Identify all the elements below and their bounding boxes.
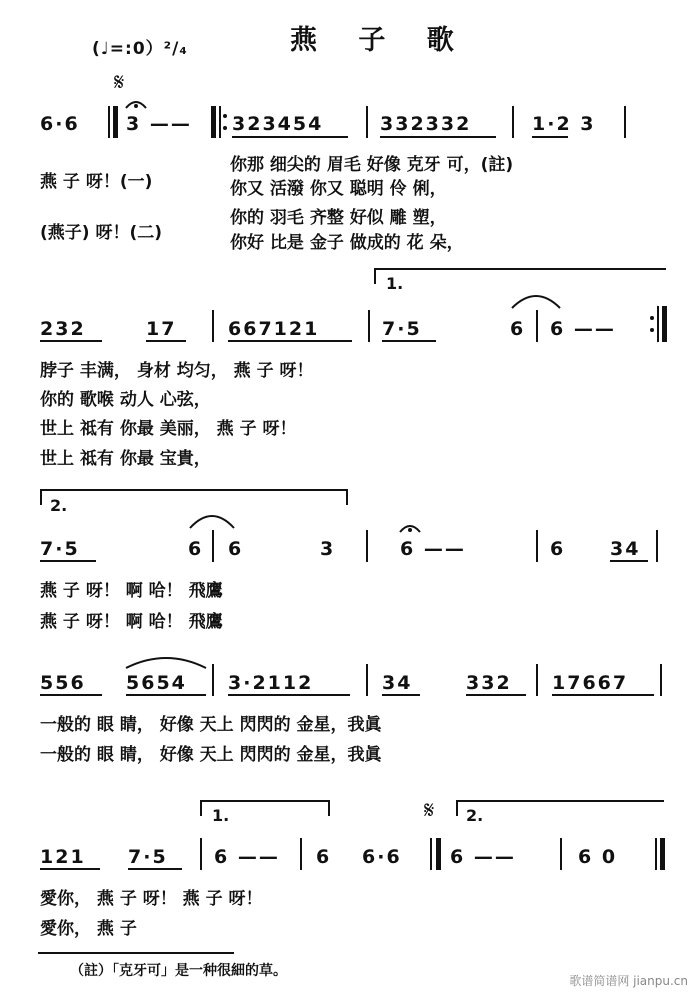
notes-s4-3: 3·2112 bbox=[228, 672, 314, 694]
barline bbox=[512, 106, 514, 138]
lyric-line: 一般的 眼 睛， 好像 天上 閃閃的 金星，我眞 bbox=[40, 715, 382, 735]
lyric-line: 世上 祗有 你最 宝貴， bbox=[40, 449, 211, 469]
beam-underline bbox=[228, 694, 350, 696]
notes-s3-2: 6 bbox=[188, 538, 204, 560]
lyric-line: 燕 子 呀！ 啊 哈！ 飛鷹 bbox=[40, 581, 223, 601]
barline bbox=[655, 838, 657, 870]
fermata-icon bbox=[398, 520, 422, 534]
barline bbox=[560, 838, 562, 870]
repeat-dot bbox=[223, 114, 227, 118]
barline bbox=[366, 664, 368, 696]
notes-s4-2: 5654 bbox=[126, 672, 187, 694]
thick-barline bbox=[113, 106, 118, 138]
notes-s1-4: 332332 bbox=[380, 113, 472, 135]
volta-label: 2. bbox=[50, 496, 68, 515]
lyric-verse1-line1: 你那 细尖的 眉毛 好像 克牙 可，(註) bbox=[230, 155, 514, 175]
notes-s2-6: 6 —— bbox=[550, 318, 616, 340]
notes-s2-5: 6 bbox=[510, 318, 526, 340]
lyric-line: 一般的 眼 睛， 好像 天上 閃閃的 金星，我眞 bbox=[40, 745, 382, 765]
lyric-verse1-line2: 你又 活潑 你又 聪明 伶 俐， bbox=[230, 179, 447, 199]
song-title: 燕 子 歌 bbox=[290, 25, 470, 56]
beam-underline bbox=[382, 340, 436, 342]
notes-s3-1: 7·5 bbox=[40, 538, 80, 560]
notes-s5-1: 121 bbox=[40, 846, 86, 868]
barline bbox=[366, 106, 368, 138]
volta-label: 2. bbox=[466, 806, 484, 825]
lyric-line: 愛你， 燕 子 bbox=[40, 919, 137, 939]
notes-s3-5: 6 —— bbox=[400, 538, 466, 560]
lyric-line: 世上 祗有 你最 美丽， 燕 子 呀！ bbox=[40, 419, 297, 439]
volta-label: 1. bbox=[386, 274, 404, 293]
beam-underline bbox=[228, 340, 352, 342]
beam-underline bbox=[40, 560, 96, 562]
notes-s2-1: 232 bbox=[40, 318, 86, 340]
footnote: （註）「克牙可」是一种很細的草。 bbox=[70, 963, 287, 979]
barline bbox=[536, 664, 538, 696]
lyric-line: 你的 歌喉 动人 心弦， bbox=[40, 390, 211, 410]
notes-s5-2: 7·5 bbox=[128, 846, 168, 868]
notes-s4-4: 34 bbox=[382, 672, 413, 694]
notes-s3-4: 3 bbox=[320, 538, 336, 560]
slur-icon bbox=[124, 652, 208, 670]
barline bbox=[368, 310, 370, 342]
barline bbox=[366, 530, 368, 562]
thick-barline bbox=[436, 838, 441, 870]
notes-s5-3: 6 —— bbox=[214, 846, 280, 868]
lyric-verse1-intro: 燕 子 呀！(一) bbox=[40, 172, 153, 192]
notes-s3-7: 34 bbox=[610, 538, 641, 560]
notes-s5-7: 6 0 bbox=[578, 846, 618, 868]
beam-underline bbox=[610, 560, 648, 562]
notes-s2-2: 17 bbox=[146, 318, 177, 340]
notes-s1-5: 1·2 3 bbox=[532, 113, 596, 135]
tie-icon bbox=[510, 288, 562, 310]
barline bbox=[300, 838, 302, 870]
watermark: 歌谱简谱网 jianpu.cn bbox=[569, 974, 688, 988]
barline bbox=[212, 664, 214, 696]
repeat-start-barline bbox=[211, 106, 216, 138]
beam-underline bbox=[466, 694, 526, 696]
repeat-end-barline bbox=[662, 306, 667, 342]
notes-s3-6: 6 bbox=[550, 538, 566, 560]
notes-s3-3: 6 bbox=[228, 538, 244, 560]
lyric-verse2-line2: 你好 比是 金子 做成的 花 朵， bbox=[230, 233, 464, 253]
lyric-verse2-intro: (燕子) 呀！(二) bbox=[40, 223, 162, 243]
beam-underline bbox=[532, 136, 568, 138]
notes-s1-3: 323454 bbox=[232, 113, 324, 135]
barline bbox=[212, 310, 214, 342]
notes-s5-5: 6·6 bbox=[362, 846, 402, 868]
final-barline bbox=[660, 838, 665, 870]
notes-s4-1: 556 bbox=[40, 672, 86, 694]
beam-underline bbox=[382, 694, 420, 696]
beam-underline bbox=[552, 694, 654, 696]
beam-underline bbox=[40, 868, 100, 870]
volta-bracket-1 bbox=[374, 268, 666, 284]
beam-underline bbox=[126, 694, 206, 696]
notes-s5-4: 6 bbox=[316, 846, 332, 868]
barline bbox=[656, 530, 658, 562]
repeat-dot bbox=[223, 126, 227, 130]
tie-icon bbox=[188, 508, 236, 530]
volta-bracket-2 bbox=[40, 489, 348, 505]
barline bbox=[536, 310, 538, 342]
footnote-divider bbox=[38, 952, 234, 954]
barline bbox=[657, 306, 659, 342]
barline bbox=[219, 106, 221, 138]
lyric-line: 脖子 丰满， 身材 均匀， 燕 子 呀！ bbox=[40, 361, 314, 381]
beam-underline bbox=[146, 340, 186, 342]
beam-underline bbox=[380, 136, 496, 138]
lyric-line: 燕 子 呀！ 啊 哈！ 飛鷹 bbox=[40, 612, 223, 632]
barline bbox=[108, 106, 110, 138]
beam-underline bbox=[232, 136, 348, 138]
tempo-marking: (♩=:0）²/₄ bbox=[92, 39, 188, 59]
notes-s4-6: 17667 bbox=[552, 672, 629, 694]
repeat-dot bbox=[650, 316, 654, 320]
beam-underline bbox=[128, 868, 182, 870]
segno-sign: 𝄋 bbox=[424, 796, 435, 824]
barline bbox=[200, 838, 202, 870]
notes-s2-3: 667121 bbox=[228, 318, 320, 340]
segno-sign: 𝄋 bbox=[114, 68, 125, 96]
beam-underline bbox=[40, 694, 102, 696]
barline bbox=[212, 530, 214, 562]
notes-s1-2: 3 —— bbox=[126, 113, 192, 135]
notes-s5-6: 6 —— bbox=[450, 846, 516, 868]
lyric-line: 愛你， 燕 子 呀！ 燕 子 呀！ bbox=[40, 889, 263, 909]
repeat-dot bbox=[650, 328, 654, 332]
notes-s4-5: 332 bbox=[466, 672, 512, 694]
lyric-verse2-line1: 你的 羽毛 齐整 好似 雕 塑， bbox=[230, 208, 447, 228]
barline bbox=[430, 838, 432, 870]
beam-underline bbox=[40, 340, 102, 342]
fermata-icon bbox=[124, 96, 148, 110]
barline bbox=[624, 106, 626, 138]
volta-label: 1. bbox=[212, 806, 230, 825]
barline bbox=[660, 664, 662, 696]
barline bbox=[536, 530, 538, 562]
notes-s1-1: 6·6 bbox=[40, 113, 80, 135]
notes-s2-4: 7·5 bbox=[382, 318, 422, 340]
volta-bracket-2 bbox=[456, 800, 664, 816]
